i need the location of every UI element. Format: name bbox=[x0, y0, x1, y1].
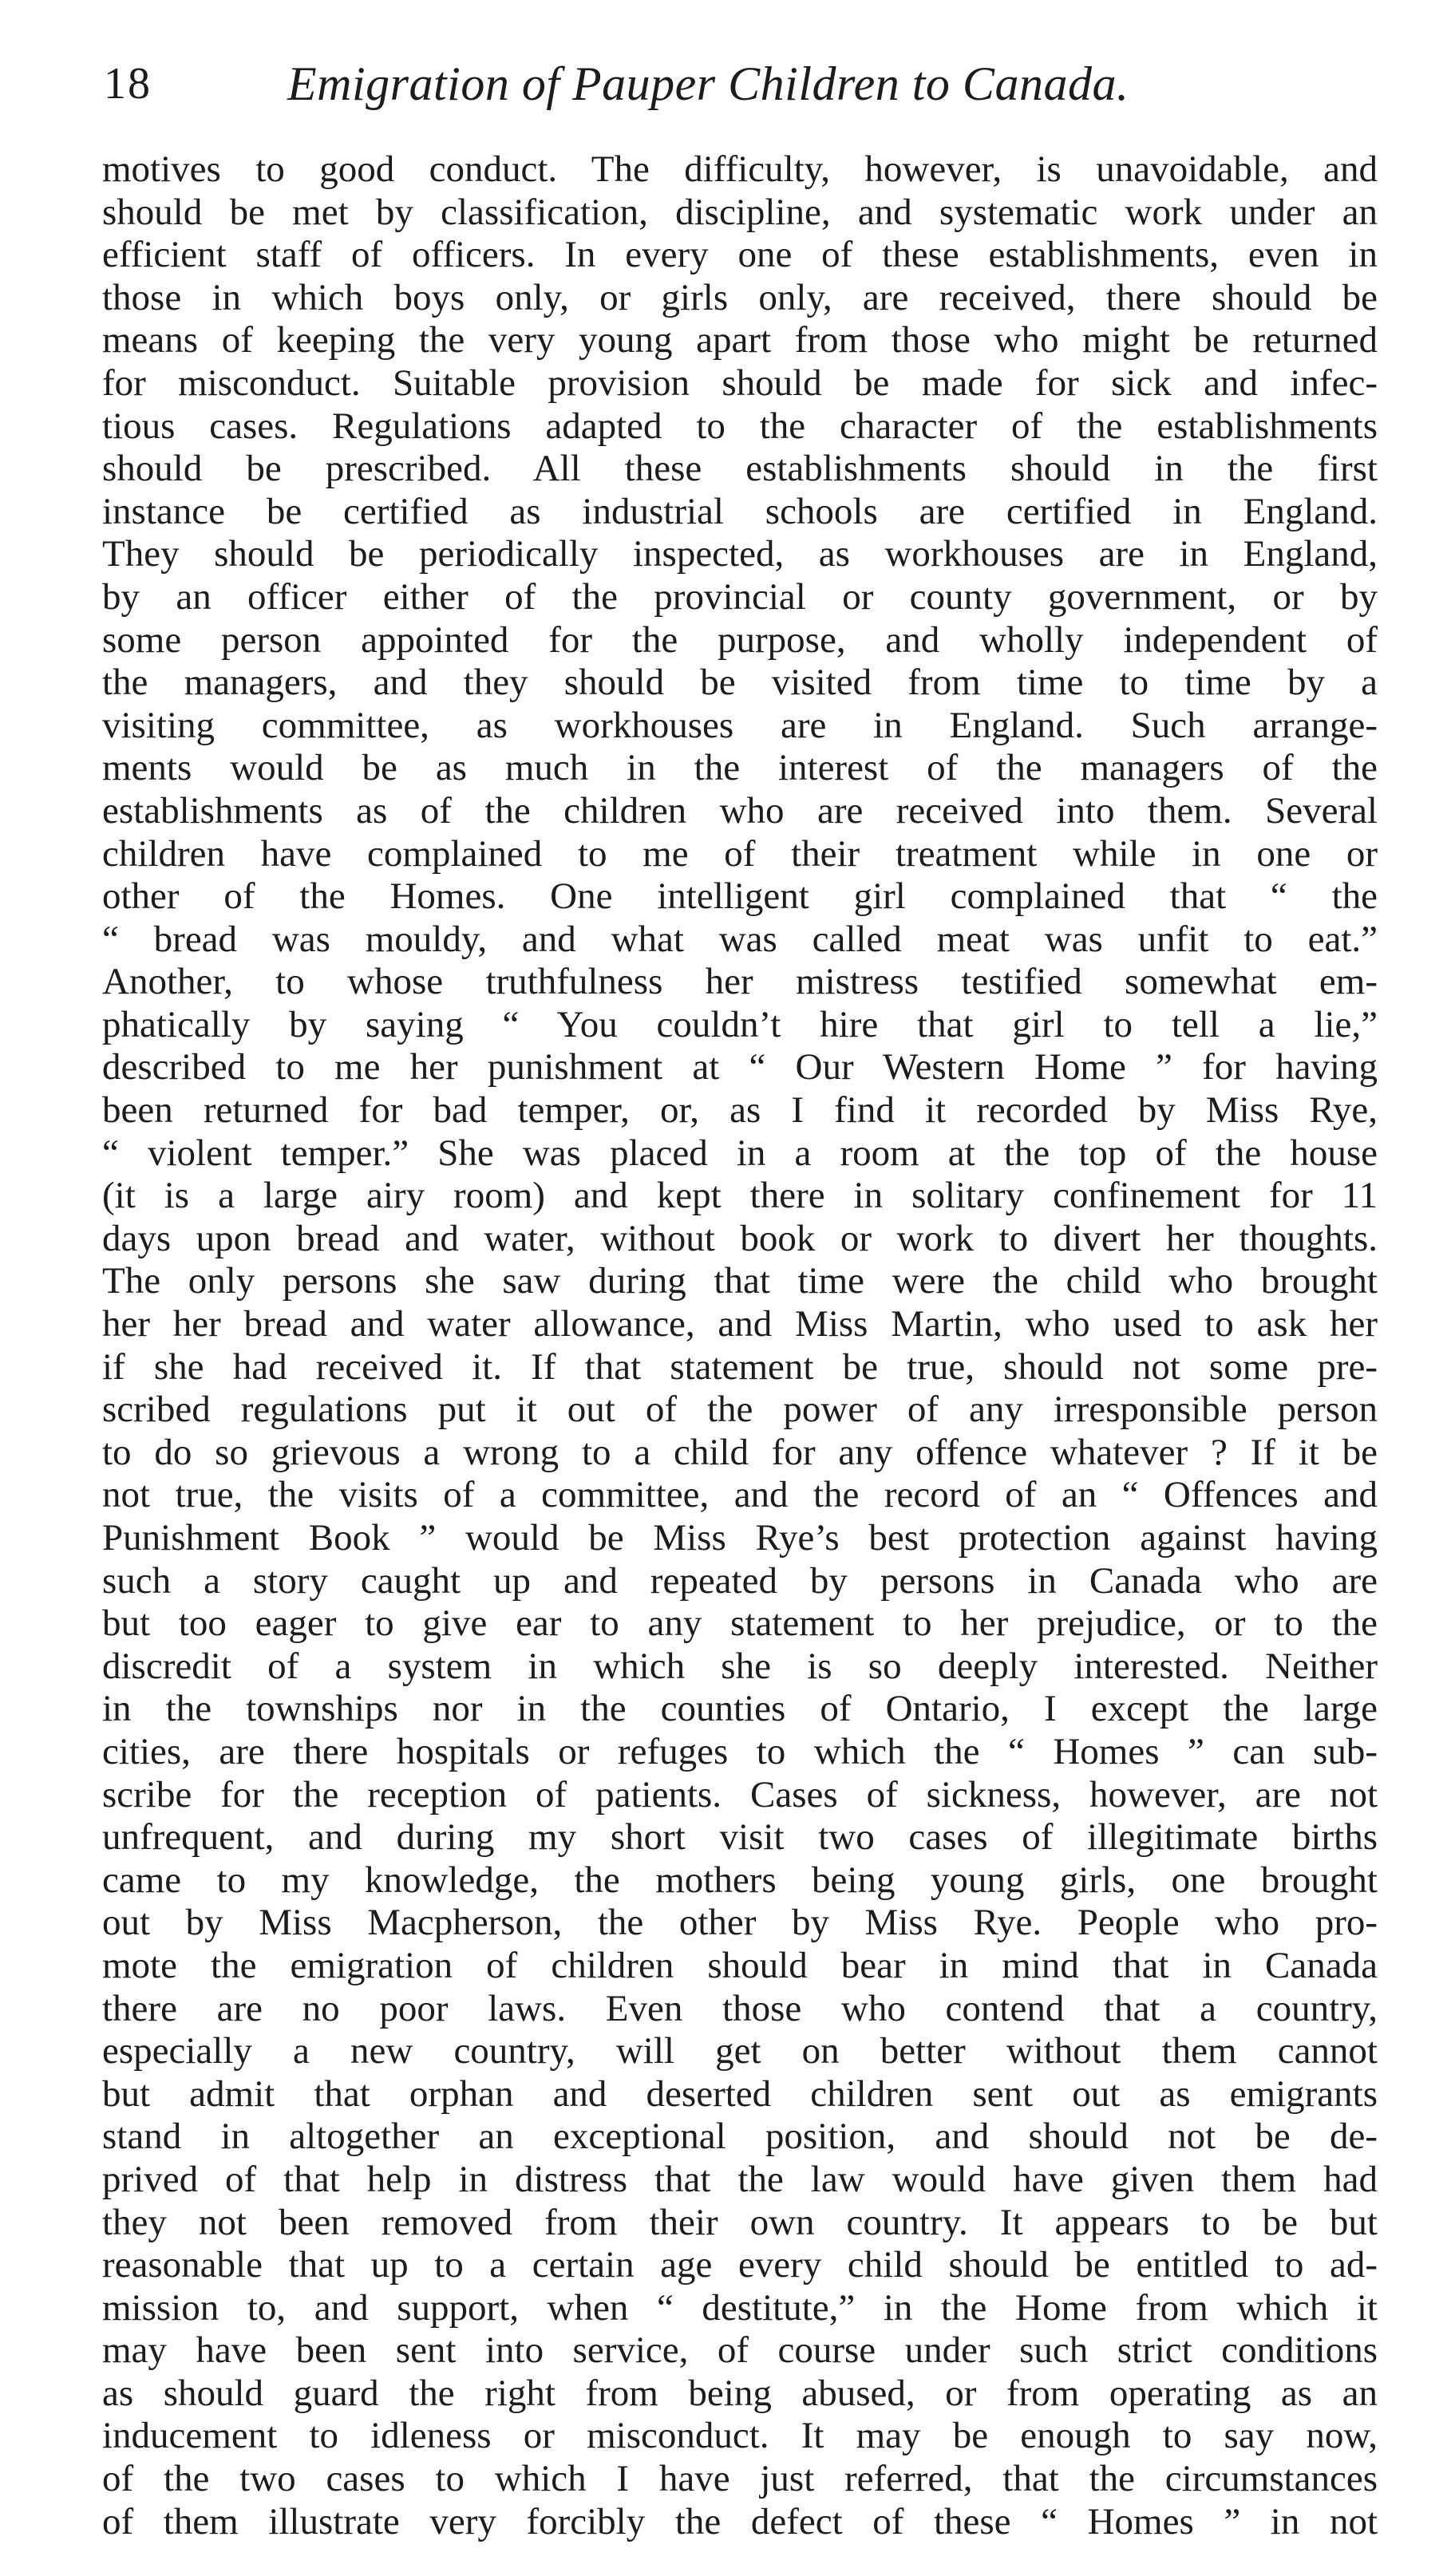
text-line: efficient staff of officers. In every one of these establishments, even in bbox=[102, 234, 1378, 276]
text-line: tious cases. Regulations adapted to the character of the establishments bbox=[102, 405, 1378, 447]
text-line: instance be certified as industrial schools are certified in England. bbox=[102, 490, 1378, 532]
text-line: but admit that orphan and deserted children sent out as emigrants bbox=[102, 2072, 1378, 2115]
text-line: in the townships nor in the counties of Ontario, I except the large bbox=[102, 1688, 1378, 1730]
text-line: of the two cases to which I have just referred, that the circumstances bbox=[102, 2458, 1378, 2500]
text-line: came to my knowledge, the mothers being young girls, one brought bbox=[102, 1859, 1378, 1901]
text-line: mote the emigration of children should bear in mind that in Canada bbox=[102, 1944, 1378, 1986]
text-line: out by Miss Macpherson, the other by Miss Rye. People who pro- bbox=[102, 1902, 1378, 1944]
text-line: days upon bread and water, without book or work to divert her thoughts. bbox=[102, 1217, 1378, 1259]
text-line: discredit of a system in which she is so deeply interested. Neither bbox=[102, 1645, 1378, 1687]
text-line: they not been removed from their own country. It appears to be but bbox=[102, 2201, 1378, 2243]
text-line: of them illustrate very forcibly the defect of these “ Homes ” in not bbox=[102, 2500, 1378, 2542]
text-line: They should be periodically inspected, as workhouses are in England, bbox=[102, 533, 1378, 575]
text-line: should be met by classification, discipline, and systematic work under an bbox=[102, 191, 1378, 233]
text-line: there are no poor laws. Even those who contend that a country, bbox=[102, 1987, 1378, 2029]
page-header bbox=[104, 48, 1381, 120]
text-line: to do so grievous a wrong to a child for any offence whatever ? If it be bbox=[102, 1431, 1378, 1473]
text-line: stand in altogether an exceptional position, and should not be de- bbox=[102, 2116, 1378, 2158]
text-line: ments would be as much in the interest of the managers of the bbox=[102, 747, 1378, 789]
page-number: 18 bbox=[104, 59, 152, 109]
text-line: not true, the visits of a committee, and the record of an “ Offences and bbox=[102, 1474, 1378, 1516]
text-line: visiting committee, as workhouses are in England. Such arrange- bbox=[102, 704, 1378, 746]
text-line: prived of that help in distress that the law would have given them had bbox=[102, 2158, 1378, 2200]
text-line: Another, to whose truthfulness her mistress testified somewhat em- bbox=[102, 961, 1378, 1003]
text-line: described to me her punishment at “ Our Western Home ” for having bbox=[102, 1046, 1378, 1088]
text-line: by an officer either of the provincial or county government, or by bbox=[102, 575, 1378, 618]
text-line: motives to good conduct. The difficulty, however, is unavoidable, and bbox=[102, 148, 1378, 190]
text-line: “ violent temper.” She was placed in a room at the top of the house bbox=[102, 1132, 1378, 1174]
text-line: Punishment Book ” would be Miss Rye’s best protection against having bbox=[102, 1517, 1378, 1559]
text-line: her her bread and water allowance, and Miss Martin, who used to ask her bbox=[102, 1303, 1378, 1345]
text-line: those in which boys only, or girls only, are received, there should be bbox=[102, 276, 1378, 318]
text-line: children have complained to me of their treatment while in one or bbox=[102, 832, 1378, 875]
text-line: but too eager to give ear to any statement to her prejudice, or to the bbox=[102, 1602, 1378, 1645]
text-line: for misconduct. Suitable provision should be made for sick and infec- bbox=[102, 362, 1378, 404]
text-line: scribe for the reception of patients. Cases of sickness, however, are not bbox=[102, 1773, 1378, 1815]
text-line: phatically by saying “ You couldn’t hire that girl to tell a lie,” bbox=[102, 1003, 1378, 1045]
text-line: may have been sent into service, of course under such strict conditions bbox=[102, 2329, 1378, 2372]
text-line: unfrequent, and during my short visit two cases of illegitimate births bbox=[102, 1816, 1378, 1859]
text-line: the managers, and they should be visited from time to time by a bbox=[102, 662, 1378, 704]
body-text bbox=[102, 148, 1378, 2543]
running-title: Emigration of Pauper Children to Canada. bbox=[287, 57, 1129, 110]
text-line: should be prescribed. All these establishments should in the first bbox=[102, 448, 1378, 490]
text-line: other of the Homes. One intelligent girl complained that “ the bbox=[102, 875, 1378, 918]
text-line: as should guard the right from being abused, or from operating as an bbox=[102, 2372, 1378, 2414]
text-line: reasonable that up to a certain age every child should be entitled to ad- bbox=[102, 2244, 1378, 2286]
text-line: especially a new country, will get on better without them cannot bbox=[102, 2030, 1378, 2072]
text-line: means of keeping the very young apart from those who might be returned bbox=[102, 319, 1378, 362]
text-line: mission to, and support, when “ destitute,” in the Home from which it bbox=[102, 2286, 1378, 2329]
text-line: some person appointed for the purpose, and wholly independent of bbox=[102, 618, 1378, 661]
text-line: establishments as of the children who are received into them. Several bbox=[102, 789, 1378, 832]
text-line: been returned for bad temper, or, as I find it recorded by Miss Rye, bbox=[102, 1089, 1378, 1132]
text-line: if she had received it. If that statement be true, should not some pre- bbox=[102, 1345, 1378, 1388]
text-line: “ bread was mouldy, and what was called meat was unfit to eat.” bbox=[102, 918, 1378, 960]
text-line: (it is a large airy room) and kept there in solitary confinement for 11 bbox=[102, 1175, 1378, 1217]
text-line: The only persons she saw during that time were the child who brought bbox=[102, 1260, 1378, 1302]
text-line: such a story caught up and repeated by persons in Canada who are bbox=[102, 1559, 1378, 1602]
text-line: cities, are there hospitals or refuges to which the “ Homes ” can sub- bbox=[102, 1730, 1378, 1772]
text-line: inducement to idleness or misconduct. It may be enough to say now, bbox=[102, 2415, 1378, 2457]
text-line: scribed regulations put it out of the power of any irresponsible person bbox=[102, 1389, 1378, 1431]
